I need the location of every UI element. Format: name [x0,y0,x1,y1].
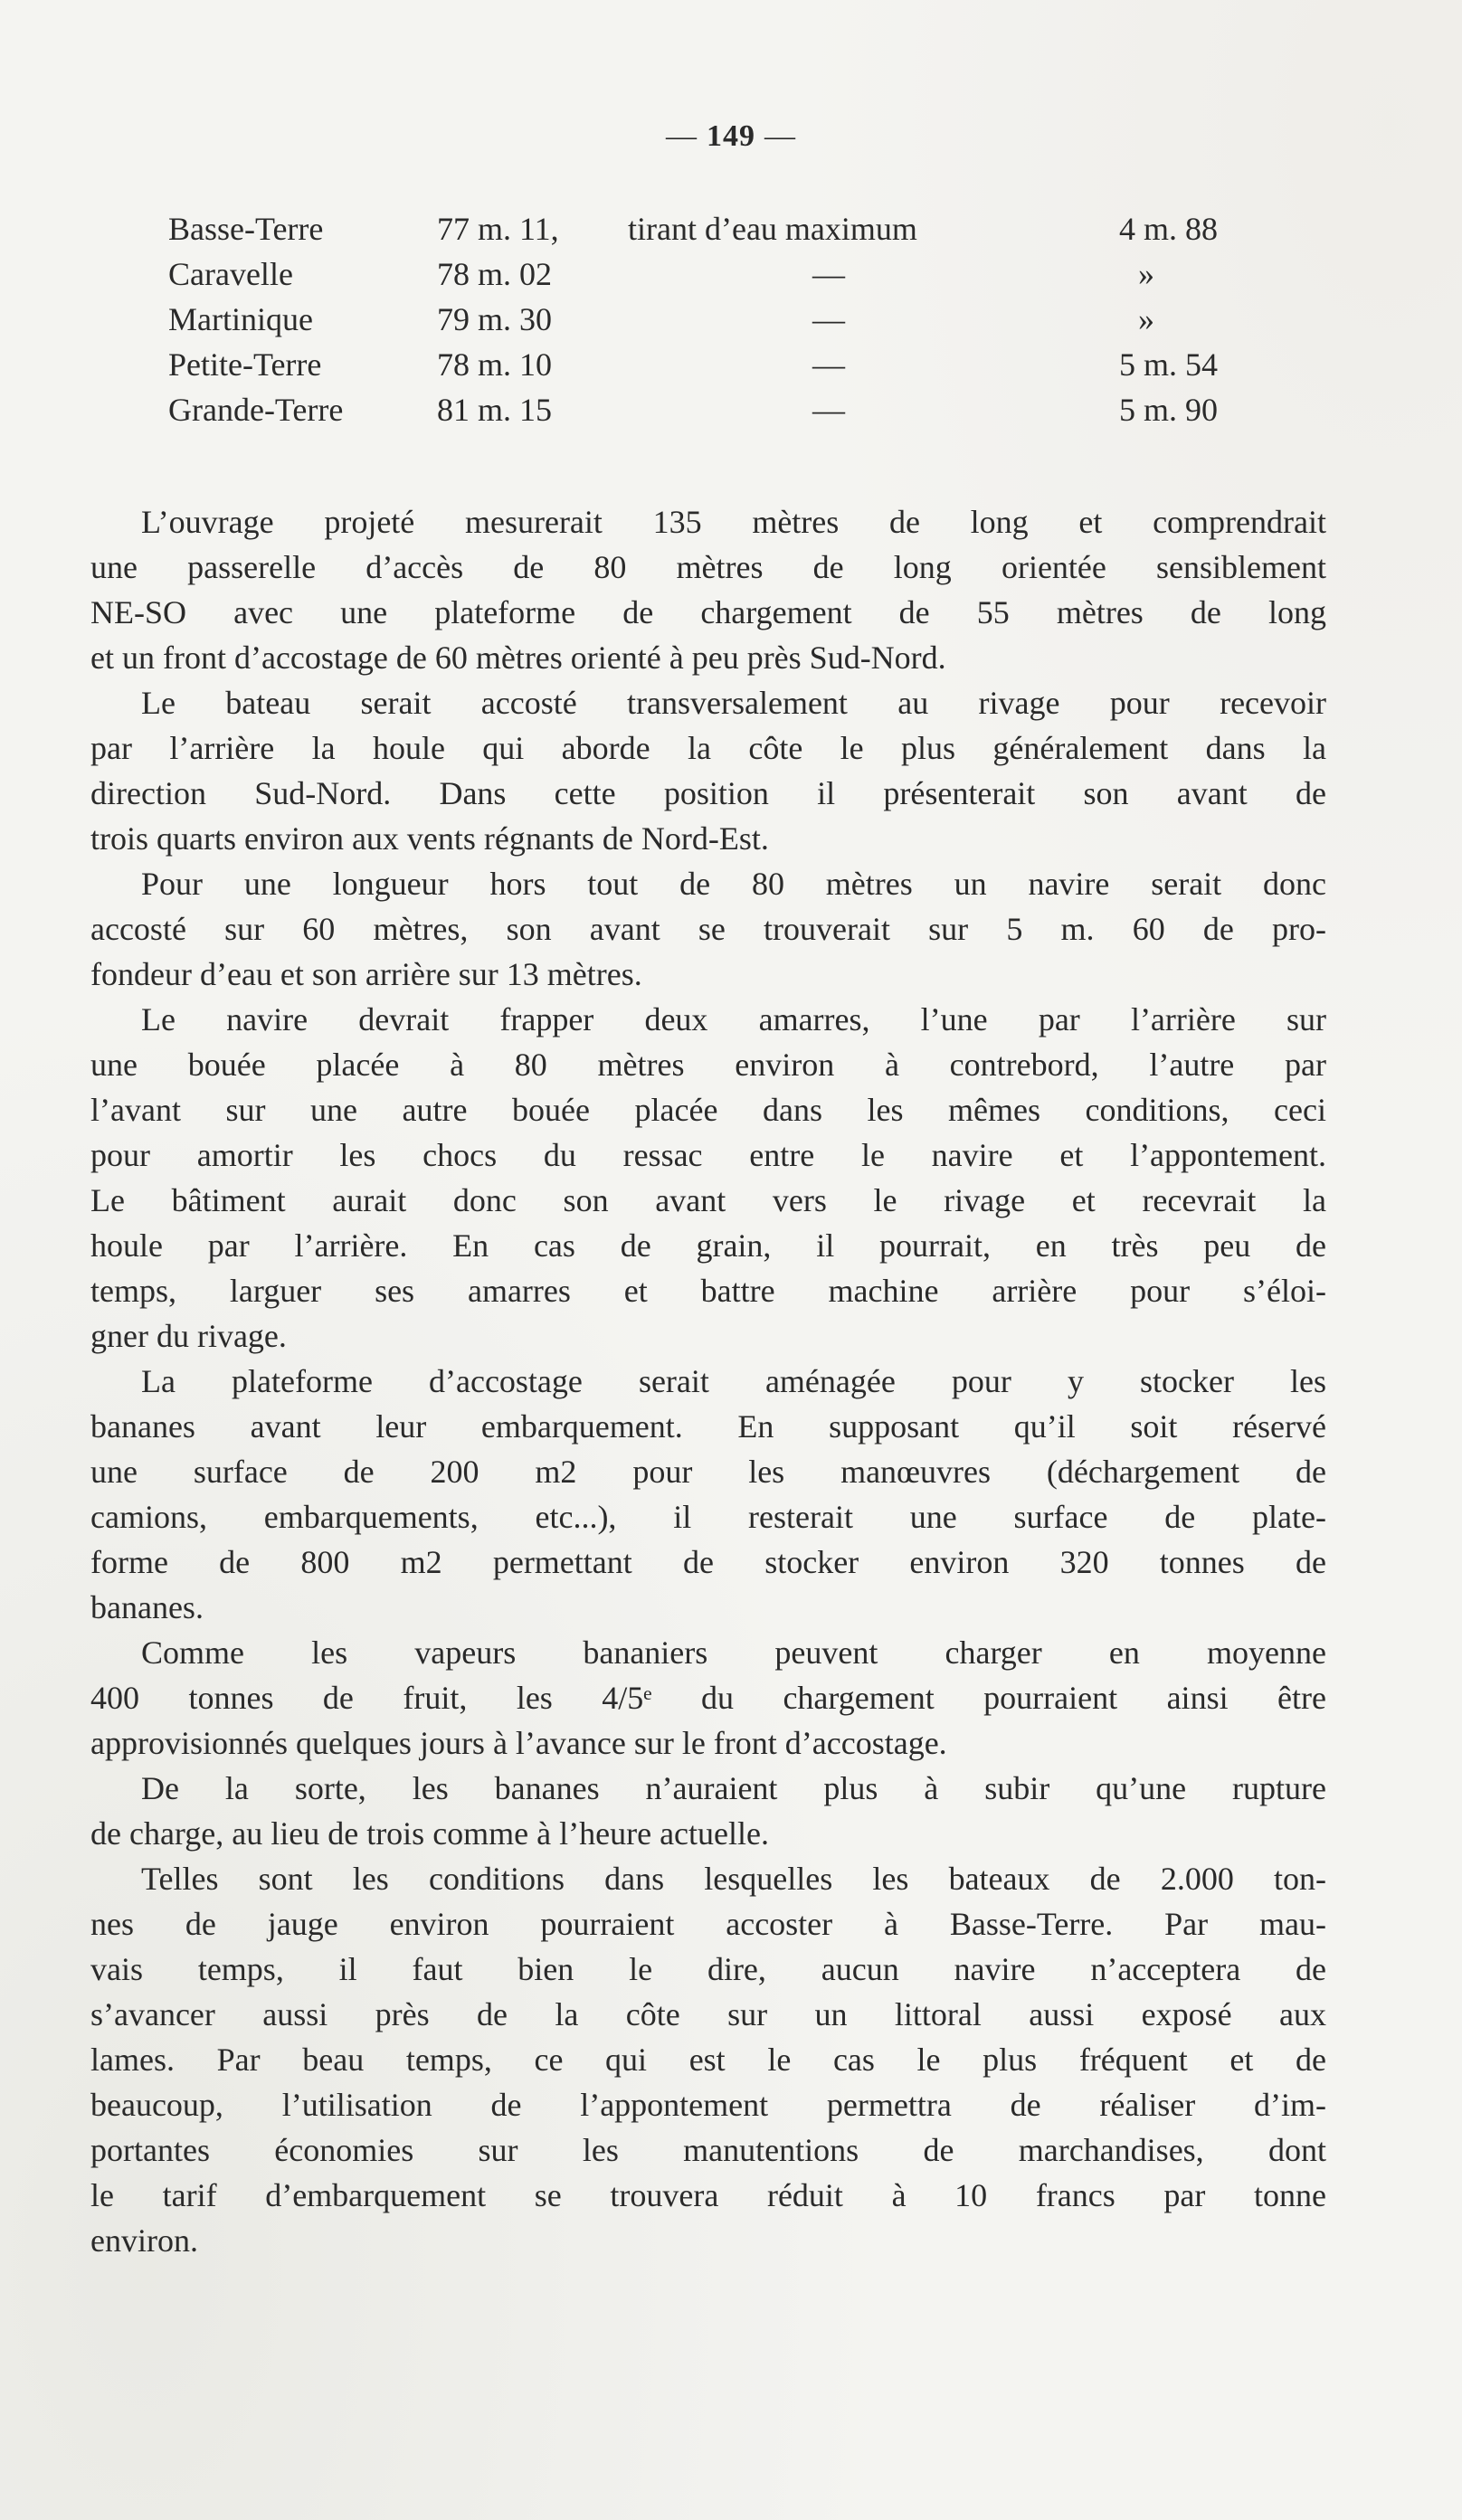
text-line: pour amortir les chocs du ressac entre le navire et l’appontement. [90,1137,1326,1173]
vessel-ditto-dash: — [812,256,845,292]
vessel-ditto-dash: — [812,346,845,383]
vessel-row [168,206,1218,251]
vessel-length: 78 m. 02 [437,256,553,292]
vessel-dimensions-table [168,206,1218,432]
text-line: beaucoup, l’utilisation de l’appontement permettra de réaliser d’im- [90,2087,1326,2123]
vessel-name: Caravelle [168,256,293,292]
vessel-draft-label: tirant d’eau maximum [628,211,917,247]
vessel-draft: 5 m. 90 [1118,392,1218,428]
page-number-value: 149 [707,119,755,153]
text-line: 400 tonnes de fruit, les 4/5ᵉ du chargement pourraient ainsi être [90,1680,1326,1716]
text-line: NE-SO avec une plateforme de chargement de 55 mètres de long [90,594,1326,630]
paragraph-load-break [90,1766,1326,1856]
paragraph-platform-storage [90,1359,1326,1630]
vessel-row [168,342,1218,387]
text-line: l’avant sur une autre bouée placée dans les mêmes conditions, ceci [90,1092,1326,1128]
vessel-length: 79 m. 30 [437,301,553,337]
vessel-row [168,387,1218,432]
vessel-row [168,251,1209,297]
vessel-draft: » [1138,256,1154,292]
text-line: accosté sur 60 mètres, son avant se trouverait sur 5 m. 60 de pro- [90,911,1326,947]
text-line: lames. Par beau temps, ce qui est le cas le plus fréquent et de [90,2042,1326,2078]
text-line: de charge, au lieu de trois comme à l’heure actuelle. [90,1815,769,1852]
vessel-length: 78 m. 10 [437,346,553,383]
text-line: direction Sud-Nord. Dans cette position il présenterait son avant de [90,775,1326,811]
vessel-name: Basse-Terre [168,211,324,247]
text-line: gner du rivage. [90,1318,287,1354]
text-line: une passerelle d’accès de 80 mètres de long orientée sensiblement [90,549,1326,585]
paragraph-ship-length [90,861,1326,997]
paragraph-project-description [90,499,1326,680]
vessel-length: 77 m. 11, [437,211,559,247]
paragraph-mooring [90,997,1326,1359]
text-line: Telles sont les conditions dans lesquelles les bateaux de 2.000 ton- [141,1861,1326,1897]
text-line: une bouée placée à 80 mètres environ à contrebord, l’autre par [90,1047,1326,1083]
vessel-draft: 5 m. 54 [1118,346,1218,383]
paragraph-banana-steamers [90,1630,1326,1766]
vessel-name: Grande-Terre [168,392,344,428]
text-line: temps, larguer ses amarres et battre machine arrière pour s’éloi- [90,1273,1326,1309]
vessel-name: Martinique [168,301,313,337]
text-line: approvisionnés quelques jours à l’avance sur le front d’accostage. [90,1725,947,1761]
text-line: De la sorte, les bananes n’auraient plus à subir qu’une rupture [141,1770,1326,1806]
text-line: et un front d’accostage de 60 mètres orienté à peu près Sud-Nord. [90,639,946,676]
paragraph-conditions-summary [90,1856,1326,2263]
text-line: forme de 800 m2 permettant de stocker environ 320 tonnes de [90,1544,1326,1580]
text-line: Le bateau serait accosté transversalement au rivage pour recevoir [141,685,1326,721]
text-line: Le navire devrait frapper deux amarres, l’une par l’arrière sur [141,1001,1326,1037]
text-line: par l’arrière la houle qui aborde la côte le plus généralement dans la [90,730,1326,766]
text-line: Comme les vapeurs bananiers peuvent charger en moyenne [141,1634,1326,1671]
text-line: le tarif d’embarquement se trouvera réduit à 10 francs par tonne [90,2177,1326,2213]
body-text [90,499,1326,2263]
text-line: L’ouvrage projeté mesurerait 135 mètres de long et comprendrait [141,504,1326,540]
vessel-draft: 4 m. 88 [1118,211,1218,247]
text-line: trois quarts environ aux vents régnants de Nord-Est. [90,820,769,857]
text-line: environ. [90,2222,198,2259]
page-number [0,119,1462,154]
page-number-dash-right: — [764,119,796,153]
text-line: bananes. [90,1589,204,1625]
text-line: s’avancer aussi près de la côte sur un littoral aussi exposé aux [90,1996,1326,2032]
text-line: portantes économies sur les manutentions de marchandises, dont [90,2132,1326,2168]
text-line: bananes avant leur embarquement. En supposant qu’il soit réservé [90,1408,1326,1445]
vessel-length: 81 m. 15 [437,392,553,428]
text-line: Le bâtiment aurait donc son avant vers le rivage et recevrait la [90,1182,1326,1218]
text-line: une surface de 200 m2 pour les manœuvres (déchargement de [90,1454,1326,1490]
page-number-dash-left: — [666,119,698,153]
text-line: vais temps, il faut bien le dire, aucun navire n’acceptera de [90,1951,1326,1987]
vessel-ditto-dash: — [812,392,845,428]
text-line: La plateforme d’accostage serait aménagée pour y stocker les [141,1363,1326,1399]
paragraph-boat-position [90,680,1326,861]
vessel-ditto-dash: — [812,301,845,337]
text-line: camions, embarquements, etc...), il resterait une surface de plate- [90,1499,1326,1535]
text-line: fondeur d’eau et son arrière sur 13 mètres. [90,956,642,992]
text-line: Pour une longueur hors tout de 80 mètres un navire serait donc [141,866,1326,902]
text-line: nes de jauge environ pourraient accoster à Basse-Terre. Par mau- [90,1906,1326,1942]
vessel-draft: » [1138,301,1154,337]
vessel-name: Petite-Terre [168,346,322,383]
vessel-row [168,297,1209,342]
text-line: houle par l’arrière. En cas de grain, il pourrait, en très peu de [90,1227,1326,1264]
